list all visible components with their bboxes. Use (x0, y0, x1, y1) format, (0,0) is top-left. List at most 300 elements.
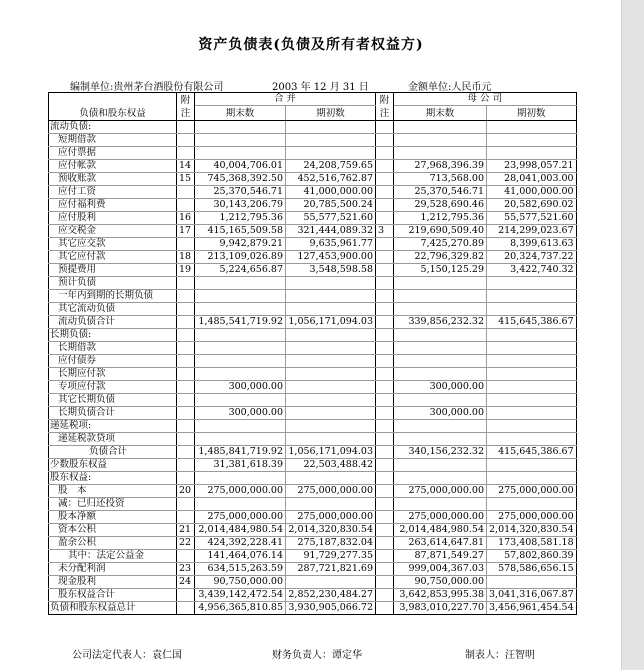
row-label: 应交税金 (49, 225, 177, 238)
consolidated-begin (286, 277, 376, 290)
table-row (49, 212, 577, 225)
row-label: 其它应付款 (49, 251, 177, 264)
parent-note (376, 602, 394, 615)
table-row (49, 394, 577, 407)
parent-end (394, 121, 487, 134)
parent-note (376, 134, 394, 147)
row-label: 其它流动负债 (49, 303, 177, 316)
consolidated-end: 1,485,841,719.92 (195, 446, 286, 459)
consolidated-begin: 20,785,500.24 (286, 199, 376, 212)
parent-begin: 20,582,690.02 (487, 199, 577, 212)
currency-unit: 金额单位:人民币元 (408, 82, 492, 93)
parent-begin: 41,000,000.00 (487, 186, 577, 199)
parent-begin: 214,299,023.67 (487, 225, 577, 238)
table-row (49, 433, 577, 446)
row-note: 19 (177, 264, 195, 277)
row-note (177, 472, 195, 485)
parent-note (376, 212, 394, 225)
row-label: 应付工资 (49, 186, 177, 199)
row-note: 21 (177, 524, 195, 537)
row-note: 15 (177, 173, 195, 186)
table-row (49, 485, 577, 498)
consolidated-begin (286, 576, 376, 589)
row-note: 24 (177, 576, 195, 589)
consolidated-end: 2,014,484,980.54 (195, 524, 286, 537)
parent-note (376, 524, 394, 537)
consolidated-end (195, 498, 286, 511)
row-note (177, 355, 195, 368)
consolidated-begin: 55,577,521.60 (286, 212, 376, 225)
row-label: 盈余公积 (49, 537, 177, 550)
parent-note (376, 121, 394, 134)
consolidated-end: 4,956,365,810.85 (195, 602, 286, 615)
row-note (177, 238, 195, 251)
parent-end: 3,642,853,995.38 (394, 589, 487, 602)
consolidated-begin: 2,852,230,484.27 (286, 589, 376, 602)
parent-end: 713,568.00 (394, 173, 487, 186)
table-row (49, 264, 577, 277)
parent-note (376, 173, 394, 186)
parent-note (376, 563, 394, 576)
row-label: 应付债券 (49, 355, 177, 368)
parent-note (376, 407, 394, 420)
parent-end: 90,750,000.00 (394, 576, 487, 589)
document-title: 资产负债表(负债及所有者权益方) (198, 37, 424, 53)
row-note (177, 407, 195, 420)
row-note (177, 420, 195, 433)
consolidated-begin: 321,444,089.32 (286, 225, 376, 238)
consolidated-end (195, 290, 286, 303)
table-row (49, 407, 577, 420)
consolidated-begin: 275,187,832.04 (286, 537, 376, 550)
header-row-1 (49, 93, 577, 106)
parent-note (376, 316, 394, 329)
parent-note (376, 186, 394, 199)
consolidated-begin (286, 342, 376, 355)
parent-begin (487, 277, 577, 290)
table-row (49, 511, 577, 524)
consolidated-begin: 24,208,759.65 (286, 160, 376, 173)
row-label: 应付帐款 (49, 160, 177, 173)
parent-note (376, 472, 394, 485)
table-row (49, 238, 577, 251)
parent-note (376, 420, 394, 433)
table-row (49, 446, 577, 459)
consolidated-end (195, 368, 286, 381)
row-note (177, 498, 195, 511)
parent-begin (487, 134, 577, 147)
table-row (49, 134, 577, 147)
parent-end: 300,000.00 (394, 381, 487, 394)
consolidated-end: 300,000.00 (195, 381, 286, 394)
parent-begin: 55,577,521.60 (487, 212, 577, 225)
row-label: 长期应付款 (49, 368, 177, 381)
consolidated-end (195, 134, 286, 147)
parent-end: 3,983,010,227.70 (394, 602, 487, 615)
row-label: 现金股利 (49, 576, 177, 589)
parent-note (376, 147, 394, 160)
row-note: 23 (177, 563, 195, 576)
row-label: 流动负债合计 (49, 316, 177, 329)
parent-note (376, 199, 394, 212)
consolidated-end: 141,464,076.14 (195, 550, 286, 563)
row-label: 预计负债 (49, 277, 177, 290)
parent-note (376, 446, 394, 459)
scrollbar[interactable] (621, 0, 644, 670)
consolidated-begin: 3,548,598.58 (286, 264, 376, 277)
parent-end: 219,690,509.40 (394, 225, 487, 238)
consolidated-end: 275,000,000.00 (195, 485, 286, 498)
consolidated-begin: 287,721,821.69 (286, 563, 376, 576)
header-parent-note: 附注 (376, 93, 394, 121)
row-note (177, 589, 195, 602)
consolidated-begin: 275,000,000.00 (286, 511, 376, 524)
row-note (177, 511, 195, 524)
row-note: 17 (177, 225, 195, 238)
parent-end (394, 420, 487, 433)
table-row (49, 563, 577, 576)
row-label: 预收账款 (49, 173, 177, 186)
table-row (49, 277, 577, 290)
table-row (49, 524, 577, 537)
consolidated-end: 30,143,206.79 (195, 199, 286, 212)
consolidated-begin: 1,056,171,094.03 (286, 316, 376, 329)
consolidated-begin: 9,635,961.77 (286, 238, 376, 251)
parent-note (376, 277, 394, 290)
parent-end (394, 147, 487, 160)
parent-end (394, 329, 487, 342)
consolidated-end: 213,109,026.89 (195, 251, 286, 264)
consolidated-begin (286, 433, 376, 446)
parent-begin: 2,014,320,830.54 (487, 524, 577, 537)
table-row (49, 368, 577, 381)
parent-begin (487, 303, 577, 316)
consolidated-begin: 452,516,762.87 (286, 173, 376, 186)
consolidated-end: 5,224,656.87 (195, 264, 286, 277)
parent-end (394, 394, 487, 407)
parent-note (376, 576, 394, 589)
parent-end (394, 368, 487, 381)
consolidated-begin: 91,729,277.35 (286, 550, 376, 563)
consolidated-begin: 127,453,900.00 (286, 251, 376, 264)
consolidated-begin: 1,056,171,094.03 (286, 446, 376, 459)
consolidated-end: 275,000,000.00 (195, 511, 286, 524)
table-row (49, 225, 577, 238)
parent-begin: 3,456,961,454.54 (487, 602, 577, 615)
header-cons-end: 期末数 (195, 106, 286, 121)
row-note (177, 303, 195, 316)
header-parent-begin: 期初数 (487, 106, 577, 121)
consolidated-end: 415,165,509.58 (195, 225, 286, 238)
parent-note (376, 537, 394, 550)
parent-end: 7,425,270.89 (394, 238, 487, 251)
table-row (49, 420, 577, 433)
header-cons-begin: 期初数 (286, 106, 376, 121)
consolidated-begin (286, 420, 376, 433)
parent-note (376, 238, 394, 251)
parent-end: 340,156,232.32 (394, 446, 487, 459)
row-label: 股东权益合计 (49, 589, 177, 602)
table-row (49, 355, 577, 368)
consolidated-end (195, 355, 286, 368)
parent-begin (487, 355, 577, 368)
table-row (49, 576, 577, 589)
header-item: 负债和股东权益 (49, 93, 177, 121)
parent-begin: 578,586,656.15 (487, 563, 577, 576)
row-note (177, 602, 195, 615)
row-note (177, 550, 195, 563)
row-note: 20 (177, 485, 195, 498)
parent-begin (487, 498, 577, 511)
consolidated-end (195, 147, 286, 160)
consolidated-begin (286, 394, 376, 407)
parent-note (376, 355, 394, 368)
parent-end: 275,000,000.00 (394, 511, 487, 524)
parent-end: 2,014,484,980.54 (394, 524, 487, 537)
parent-note (376, 160, 394, 173)
row-note (177, 329, 195, 342)
parent-note (376, 303, 394, 316)
consolidated-begin (286, 290, 376, 303)
consolidated-end (195, 472, 286, 485)
table-row (49, 329, 577, 342)
consolidated-begin: 275,000,000.00 (286, 485, 376, 498)
parent-end: 29,528,690.46 (394, 199, 487, 212)
consolidated-end (195, 342, 286, 355)
parent-end (394, 433, 487, 446)
parent-begin: 275,000,000.00 (487, 485, 577, 498)
parent-end: 25,370,546.71 (394, 186, 487, 199)
consolidated-end: 424,392,228.41 (195, 537, 286, 550)
row-label: 股 本 (49, 485, 177, 498)
consolidated-begin (286, 303, 376, 316)
row-label: 长期借款 (49, 342, 177, 355)
consolidated-end: 9,942,879.21 (195, 238, 286, 251)
parent-note (376, 433, 394, 446)
parent-end (394, 303, 487, 316)
consolidated-end (195, 420, 286, 433)
consolidated-begin (286, 121, 376, 134)
row-label: 短期借款 (49, 134, 177, 147)
row-label: 应付股利 (49, 212, 177, 225)
parent-note (376, 251, 394, 264)
parent-begin (487, 459, 577, 472)
parent-begin: 3,041,316,067.87 (487, 589, 577, 602)
consolidated-begin: 22,503,488.42 (286, 459, 376, 472)
parent-end: 27,968,396.39 (394, 160, 487, 173)
row-label: 递延税项: (49, 420, 177, 433)
consolidated-begin: 2,014,320,830.54 (286, 524, 376, 537)
parent-begin (487, 420, 577, 433)
table-row (49, 459, 577, 472)
consolidated-end (195, 329, 286, 342)
parent-note (376, 394, 394, 407)
table-row (49, 251, 577, 264)
header-note: 附注 (177, 93, 195, 121)
parent-begin: 23,998,057.21 (487, 160, 577, 173)
consolidated-end: 634,515,263.59 (195, 563, 286, 576)
row-note (177, 147, 195, 160)
parent-begin (487, 407, 577, 420)
consolidated-end: 745,368,392.50 (195, 173, 286, 186)
row-note (177, 342, 195, 355)
parent-begin: 28,041,003.00 (487, 173, 577, 186)
table-row (49, 147, 577, 160)
parent-end: 5,150,125.29 (394, 264, 487, 277)
row-note (177, 433, 195, 446)
row-label: 递延税款贷项 (49, 433, 177, 446)
consolidated-end (195, 121, 286, 134)
consolidated-end: 40,004,706.01 (195, 160, 286, 173)
row-note (177, 277, 195, 290)
parent-end: 300,000.00 (394, 407, 487, 420)
parent-begin (487, 368, 577, 381)
row-note (177, 121, 195, 134)
preparer: 制表人：汪智明 (465, 650, 535, 661)
parent-end (394, 472, 487, 485)
row-note (177, 134, 195, 147)
parent-note (376, 329, 394, 342)
table-row (49, 537, 577, 550)
parent-end (394, 498, 487, 511)
row-note (177, 290, 195, 303)
parent-begin: 20,324,737.22 (487, 251, 577, 264)
row-label: 应付票据 (49, 147, 177, 160)
parent-note (376, 459, 394, 472)
table-row (49, 550, 577, 563)
parent-begin (487, 290, 577, 303)
row-note (177, 199, 195, 212)
parent-note (376, 264, 394, 277)
parent-begin: 173,408,581.18 (487, 537, 577, 550)
consolidated-end: 3,439,142,472.54 (195, 589, 286, 602)
row-note (177, 316, 195, 329)
consolidated-end: 1,212,795.36 (195, 212, 286, 225)
parent-note (376, 589, 394, 602)
parent-end (394, 290, 487, 303)
table-row (49, 160, 577, 173)
parent-end: 87,871,549.27 (394, 550, 487, 563)
parent-begin (487, 576, 577, 589)
parent-begin: 57,802,860.39 (487, 550, 577, 563)
table-row (49, 290, 577, 303)
parent-end: 1,212,795.36 (394, 212, 487, 225)
parent-end: 22,796,329.82 (394, 251, 487, 264)
row-label: 股东权益: (49, 472, 177, 485)
row-note (177, 459, 195, 472)
header-parent-end: 期末数 (394, 106, 487, 121)
parent-note (376, 290, 394, 303)
table-row (49, 472, 577, 485)
parent-end: 339,856,232.32 (394, 316, 487, 329)
row-label: 负债合计 (49, 446, 177, 459)
parent-end: 999,004,367.03 (394, 563, 487, 576)
parent-begin (487, 433, 577, 446)
parent-note (376, 368, 394, 381)
table-row (49, 173, 577, 186)
table-row (49, 498, 577, 511)
balance-sheet-table (48, 92, 577, 615)
consolidated-begin (286, 381, 376, 394)
parent-note (376, 511, 394, 524)
legal-representative: 公司法定代表人：袁仁国 (72, 650, 182, 661)
parent-note (376, 342, 394, 355)
parent-end (394, 342, 487, 355)
parent-end (394, 134, 487, 147)
table-row (49, 121, 577, 134)
parent-begin: 415,645,386.67 (487, 446, 577, 459)
row-label: 长期负债合计 (49, 407, 177, 420)
row-label: 负债和股东权益总计 (49, 602, 177, 615)
row-label: 其中：法定公益金 (49, 550, 177, 563)
consolidated-begin (286, 355, 376, 368)
row-label: 股本净额 (49, 511, 177, 524)
table-row (49, 186, 577, 199)
parent-begin: 3,422,740.32 (487, 264, 577, 277)
consolidated-begin (286, 368, 376, 381)
row-label: 资本公积 (49, 524, 177, 537)
parent-end: 275,000,000.00 (394, 485, 487, 498)
row-note (177, 446, 195, 459)
table-row (49, 199, 577, 212)
report-date: 2003 年 12 月 31 日 (272, 82, 369, 93)
parent-begin (487, 121, 577, 134)
consolidated-end: 1,485,541,719.92 (195, 316, 286, 329)
header-parent: 母 公 司 (394, 93, 577, 106)
parent-begin (487, 381, 577, 394)
row-label: 专项应付款 (49, 381, 177, 394)
header-consolidated: 合 并 (195, 93, 376, 106)
consolidated-end: 300,000.00 (195, 407, 286, 420)
row-label: 流动负债: (49, 121, 177, 134)
parent-begin (487, 342, 577, 355)
parent-end: 263,614,647.81 (394, 537, 487, 550)
consolidated-end (195, 394, 286, 407)
parent-begin (487, 329, 577, 342)
row-label: 少数股东权益 (49, 459, 177, 472)
row-note: 14 (177, 160, 195, 173)
parent-note: 3 (376, 225, 394, 238)
consolidated-begin (286, 329, 376, 342)
parent-begin (487, 472, 577, 485)
consolidated-end (195, 433, 286, 446)
row-label: 未分配利润 (49, 563, 177, 576)
consolidated-begin (286, 498, 376, 511)
table-row (49, 303, 577, 316)
consolidated-end (195, 277, 286, 290)
parent-begin: 8,399,613.63 (487, 238, 577, 251)
consolidated-begin (286, 134, 376, 147)
table-row (49, 316, 577, 329)
parent-note (376, 381, 394, 394)
consolidated-begin (286, 407, 376, 420)
parent-end (394, 459, 487, 472)
row-label: 其它长期负债 (49, 394, 177, 407)
parent-end (394, 355, 487, 368)
parent-note (376, 485, 394, 498)
consolidated-end (195, 303, 286, 316)
consolidated-end: 25,370,546.71 (195, 186, 286, 199)
row-label: 减：已归还投资 (49, 498, 177, 511)
parent-begin (487, 147, 577, 160)
consolidated-begin (286, 147, 376, 160)
row-note (177, 381, 195, 394)
consolidated-end: 90,750,000.00 (195, 576, 286, 589)
parent-begin: 275,000,000.00 (487, 511, 577, 524)
row-label: 一年内到期的长期负债 (49, 290, 177, 303)
table-row (49, 381, 577, 394)
row-note (177, 394, 195, 407)
